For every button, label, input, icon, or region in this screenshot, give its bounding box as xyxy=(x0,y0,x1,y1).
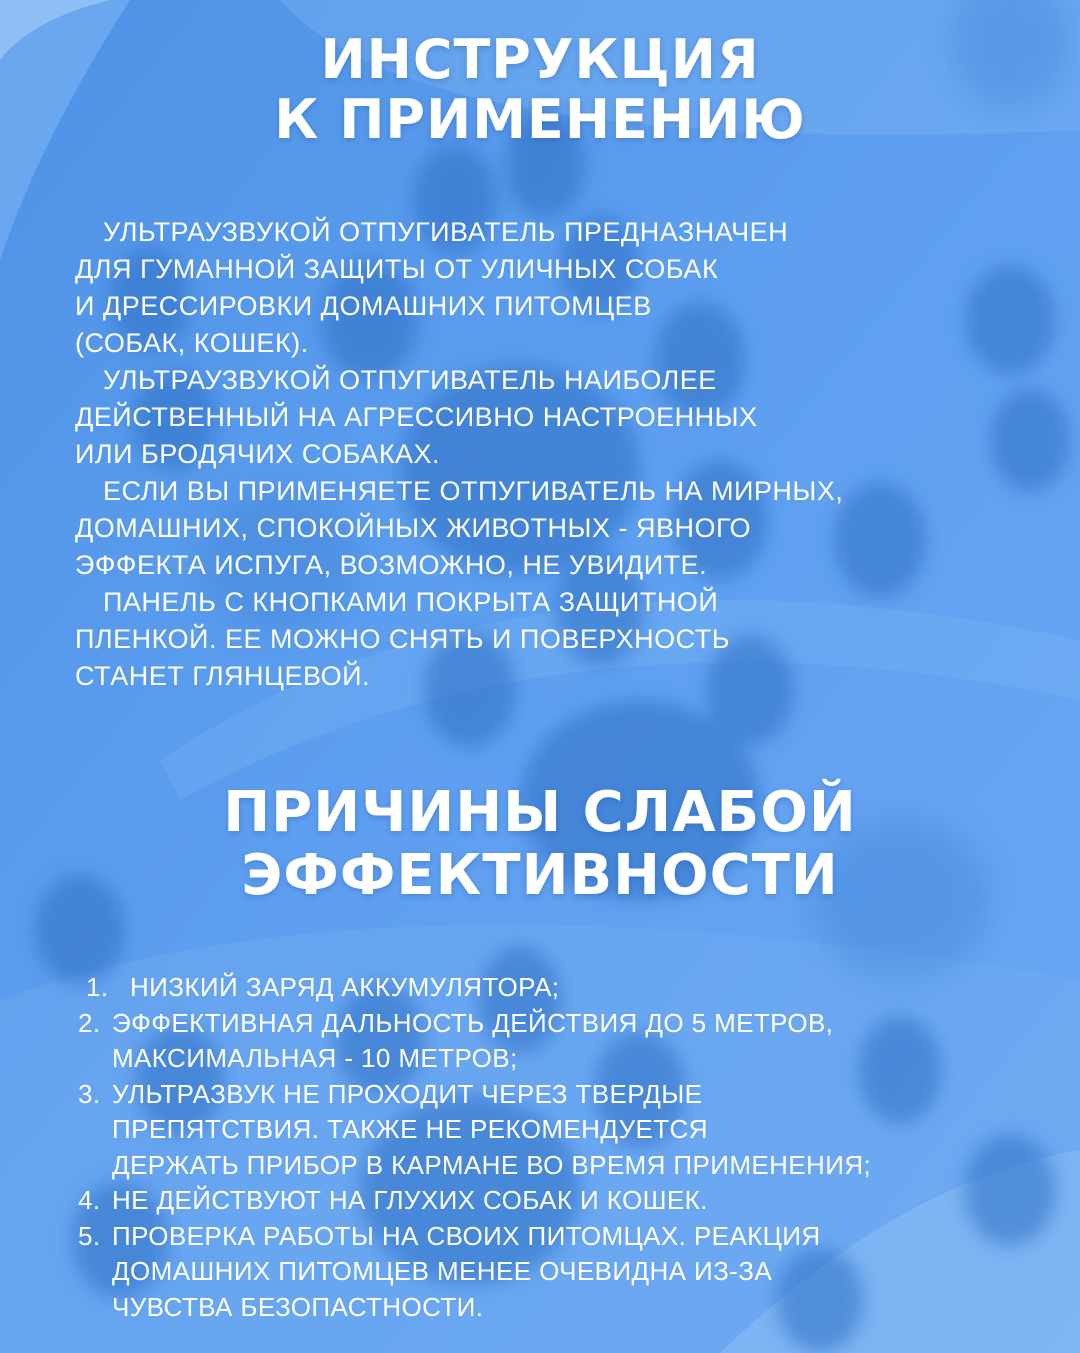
intro-line: ЭФФЕКТА ИСПУГА, ВОЗМОЖНО, НЕ УВИДИТЕ. xyxy=(75,550,708,580)
list-item-text: НЕ ДЕЙСТВУЮТ НА ГЛУХИХ СОБАК И КОШЕК. xyxy=(112,1185,708,1215)
list-item-text: ДОМАШНИХ ПИТОМЦЕВ МЕНЕЕ ОЧЕВИДНА ИЗ-ЗА xyxy=(112,1256,773,1286)
intro-line: ДЛЯ ГУМАННОЙ ЗАЩИТЫ ОТ УЛИЧНЫХ СОБАК xyxy=(75,254,719,284)
instructions-text xyxy=(75,214,955,695)
list-item-number: 2. xyxy=(78,1007,101,1038)
list-item xyxy=(78,1006,1028,1077)
weak-efficiency-heading-line-1: ПРИЧИНЫ СЛАБОЙ xyxy=(223,780,857,845)
list-item-number: 3. xyxy=(78,1078,101,1109)
intro-line: ДЕЙСТВЕННЫЙ НА АГРЕССИВНО НАСТРОЕННЫХ xyxy=(75,402,758,432)
list-item-text: НИЗКИЙ ЗАРЯД АККУМУЛЯТОРА; xyxy=(130,972,560,1002)
list-item-text: ПРЕПЯТСТВИЯ. ТАКЖЕ НЕ РЕКОМЕНДУЕТСЯ xyxy=(112,1114,708,1144)
intro-line: ЕСЛИ ВЫ ПРИМЕНЯЕТЕ ОТПУГИВАТЕЛЬ НА МИРНЫХ, xyxy=(103,476,844,506)
instructions-heading xyxy=(0,30,1080,151)
list-item xyxy=(78,1183,1028,1219)
intro-line: ДОМАШНИХ, СПОКОЙНЫХ ЖИВОТНЫХ - ЯВНОГО xyxy=(75,513,752,543)
reasons-list xyxy=(78,970,1028,1325)
intro-line: И ДРЕССИРОВКИ ДОМАШНИХ ПИТОМЦЕВ xyxy=(75,291,652,321)
intro-line: УЛЬТРАУЗВУКОЙ ОТПУГИВАТЕЛЬ НАИБОЛЕЕ xyxy=(103,365,717,395)
list-item xyxy=(78,1077,1028,1184)
intro-line: ПАНЕЛЬ С КНОПКАМИ ПОКРЫТА ЗАЩИТНОЙ xyxy=(103,587,719,617)
list-item-text: ДЕРЖАТЬ ПРИБОР В КАРМАНЕ ВО ВРЕМЯ ПРИМЕНЕНИЯ; xyxy=(112,1149,872,1180)
list-item-number: 4. xyxy=(78,1185,101,1215)
list-item-text: ПРОВЕРКА РАБОТЫ НА СВОИХ ПИТОМЦАХ. РЕАКЦИЯ xyxy=(112,1220,821,1251)
list-item-number: 5. xyxy=(78,1220,101,1251)
list-item-text: УЛЬТРАЗВУК НЕ ПРОХОДИТ ЧЕРЕЗ ТВЕРДЫЕ xyxy=(112,1078,703,1109)
list-item-number: 1. xyxy=(86,972,109,1002)
instructions-heading-line-1: ИНСТРУКЦИЯ xyxy=(320,28,760,91)
weak-efficiency-heading xyxy=(0,782,1080,907)
list-item-text: ЧУВСТВА БЕЗОПАСТНОСТИ. xyxy=(112,1291,484,1322)
intro-line: СТАНЕТ ГЛЯНЦЕВОЙ. xyxy=(75,661,371,691)
weak-efficiency-heading-line-2: ЭФФЕКТИВНОСТИ xyxy=(241,842,839,908)
list-item xyxy=(78,970,1028,1006)
intro-line: (СОБАК, КОШЕК). xyxy=(75,328,309,358)
intro-line: ПЛЕНКОЙ. ЕЕ МОЖНО СНЯТЬ И ПОВЕРХНОСТЬ xyxy=(75,624,730,654)
list-item xyxy=(78,1219,1028,1326)
intro-line: УЛЬТРАУЗВУКОЙ ОТПУГИВАТЕЛЬ ПРЕДНАЗНАЧЕН xyxy=(103,217,789,247)
list-item-text: МАКСИМАЛЬНАЯ - 10 МЕТРОВ; xyxy=(112,1043,518,1073)
intro-line: ИЛИ БРОДЯЧИХ СОБАКАХ. xyxy=(75,439,441,469)
instructions-heading-line-2: К ПРИМЕНЕНИЮ xyxy=(274,88,806,152)
list-item-text: ЭФФЕКТИВНАЯ ДАЛЬНОСТЬ ДЕЙСТВИЯ ДО 5 МЕТРОВ, xyxy=(112,1007,834,1038)
